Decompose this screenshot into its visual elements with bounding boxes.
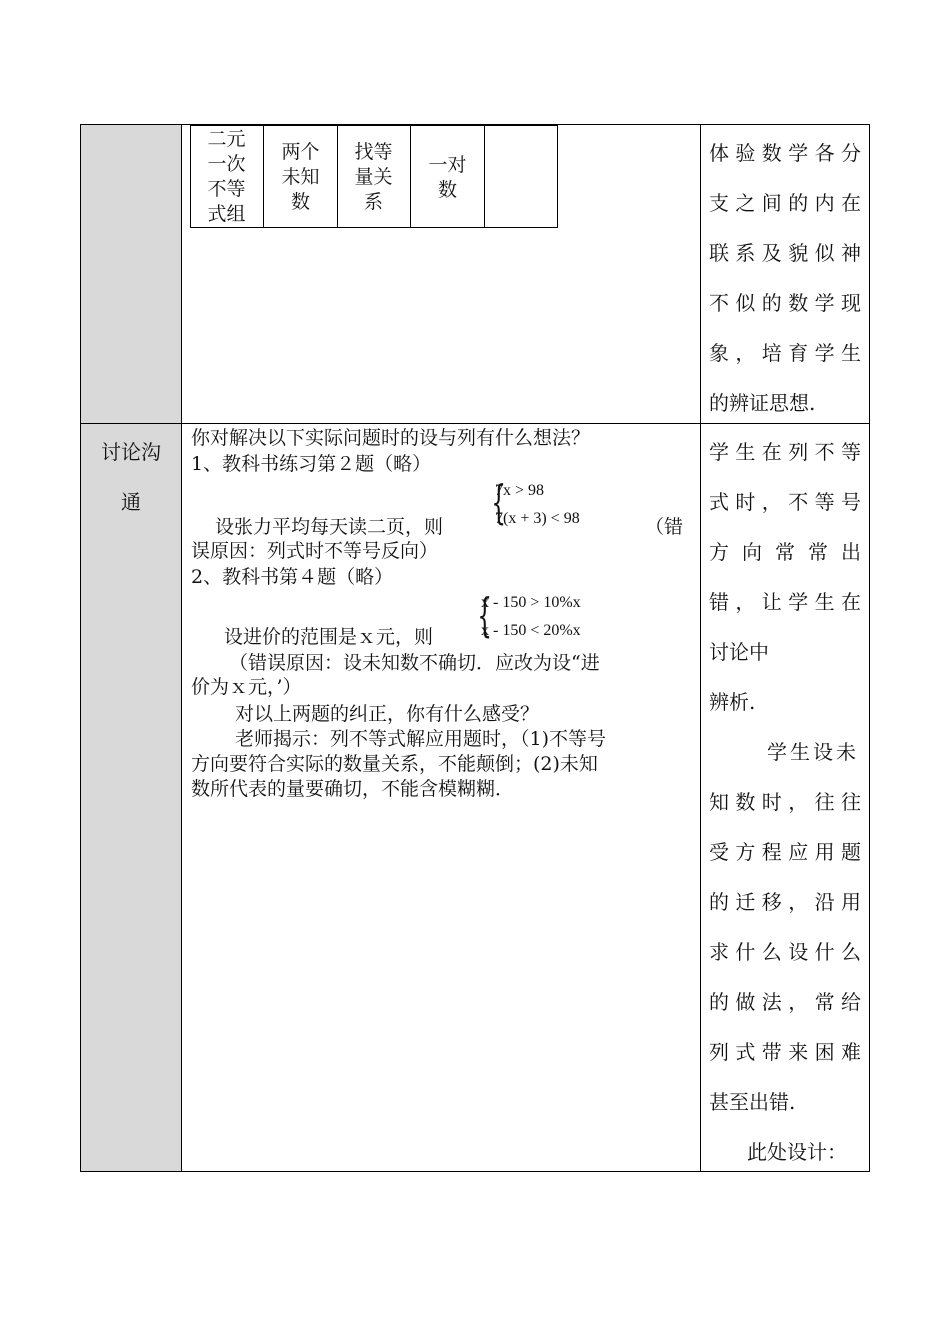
section-label-line: 通 bbox=[121, 490, 141, 514]
note-line: 受方程应用题 bbox=[709, 840, 861, 864]
table-border-left bbox=[80, 124, 81, 1172]
math1-line-a: 7x > 98 bbox=[495, 482, 545, 499]
note-line: 学生在列不等 bbox=[709, 440, 861, 464]
note-line: 讨论中 bbox=[709, 640, 769, 664]
inner-cell-type-text: 二元一次不等式组 bbox=[207, 128, 246, 225]
note-line: 此处设计： bbox=[747, 1140, 847, 1164]
note-line: 的迁移，沿用 bbox=[709, 890, 861, 914]
table-divider-1 bbox=[181, 124, 182, 1172]
row1-design-note bbox=[709, 128, 861, 428]
row2-design-note bbox=[709, 427, 861, 1177]
inner-comparison-table bbox=[190, 125, 558, 228]
inner-cell-solution-text: 一对数 bbox=[428, 154, 467, 201]
inner-cell-method bbox=[337, 125, 410, 228]
teacher-summary-2: 方向要符合实际的数量关系，不能颠倒；(2)未知 bbox=[191, 753, 598, 775]
note-line: 体验数学各分 bbox=[709, 141, 861, 165]
inner-cell-empty-text bbox=[497, 127, 545, 228]
inner-cell-empty bbox=[484, 125, 557, 228]
inner-cell-method-text: 找等量关系 bbox=[354, 141, 393, 213]
setup-1-line: 设张力平均每天读二页，则 bbox=[215, 516, 444, 538]
section-label-line: 讨论沟 bbox=[101, 440, 161, 464]
exercise-4-line: 2、教科书第４题（略） bbox=[191, 566, 394, 588]
error-reason-2: （错误原因：设未知数不确切．应改为设“进 bbox=[229, 652, 600, 674]
note-line: 错，让学生在 bbox=[709, 590, 861, 614]
note-line: 辨析. bbox=[709, 690, 756, 714]
note-line: 知数时，往往 bbox=[709, 790, 861, 814]
exercise-2-line: 1、教科书练习第２题（略） bbox=[191, 453, 432, 475]
note-line: 甚至出错. bbox=[709, 1090, 796, 1114]
note-line: 式时，不等号 bbox=[709, 490, 861, 514]
left-cell-row2 bbox=[81, 424, 182, 1171]
setup-2-line: 设进价的范围是ｘ元，则 bbox=[224, 626, 434, 648]
question-line: 你对解决以下实际问题时的设与列有什么想法？ bbox=[191, 427, 591, 449]
note-line: 方向常常出 bbox=[709, 540, 861, 564]
left-cell-row1 bbox=[81, 125, 182, 423]
note-line: 学生设未 bbox=[767, 740, 859, 764]
inner-cell-unknowns-text: 两个未知数 bbox=[281, 141, 320, 213]
table-border-right bbox=[869, 124, 870, 1172]
note-line: 列式带来困难 bbox=[709, 1040, 861, 1064]
inner-cell-type bbox=[190, 125, 263, 228]
row2-discussion-content bbox=[191, 426, 689, 1166]
note-line: 的辨证思想. bbox=[709, 391, 816, 415]
teacher-summary-3: 数所代表的量要确切，不能含模糊糊． bbox=[191, 778, 515, 800]
math2-line-a: x - 150 > 10%x bbox=[481, 594, 581, 611]
note-line: 求什么设什么 bbox=[709, 940, 861, 964]
note-line: 支之间的内在 bbox=[709, 191, 861, 215]
note-line: 象，培育学生 bbox=[709, 341, 861, 365]
inner-cell-solution bbox=[411, 125, 484, 228]
reflection-question: 对以上两题的纠正，你有什么感受？ bbox=[235, 703, 540, 725]
note-line: 不似的数学现 bbox=[709, 291, 861, 315]
math1-line-b: 7(x + 3) < 98 bbox=[495, 510, 580, 527]
math2-brace: { bbox=[477, 588, 492, 642]
setup-1-tail: （错 bbox=[645, 516, 684, 538]
teacher-summary-1: 老师揭示：列不等式解应用题时，（1)不等号 bbox=[235, 728, 607, 750]
error-reason-2-cont: 价为ｘ元，’） bbox=[191, 676, 302, 698]
math2-line-b: x - 150 < 20%x bbox=[481, 622, 581, 639]
table-divider-2 bbox=[700, 124, 701, 1172]
note-line: 联系及貌似神 bbox=[709, 241, 861, 265]
inner-table-line-5 bbox=[557, 125, 558, 228]
math1-brace: { bbox=[491, 475, 506, 529]
inner-cell-unknowns bbox=[264, 125, 337, 228]
row2-section-label bbox=[90, 427, 172, 527]
error-reason-1: 误原因：列式时不等号反向） bbox=[191, 540, 439, 562]
note-line: 的做法，常给 bbox=[709, 990, 861, 1014]
